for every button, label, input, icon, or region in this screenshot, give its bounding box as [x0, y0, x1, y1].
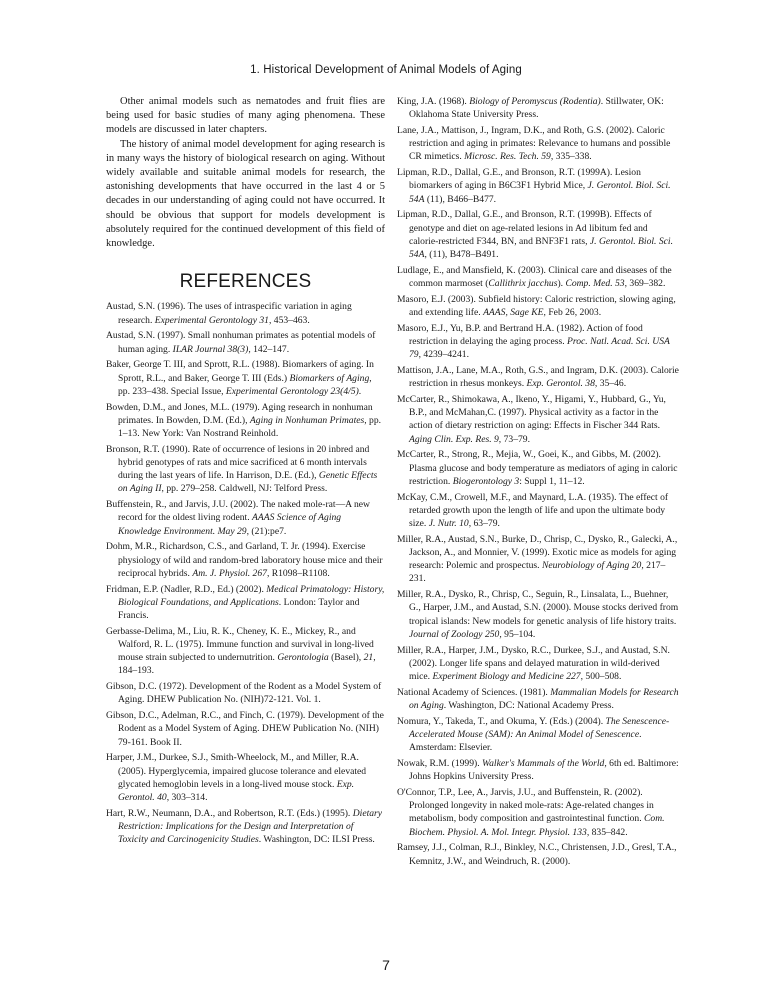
reference-entry — [106, 583, 385, 623]
reference-text-part: , 369–382. — [624, 278, 666, 290]
reference-italic-part: Com. Biochem. Physiol. A. Mol. Integr. Physiol. 133 — [409, 813, 665, 838]
reference-text-part: Austad, S.N. (1996). The uses of intraspecific variation in aging research. — [106, 301, 352, 326]
reference-italic-part: Experimental Gerontology 31 — [154, 314, 269, 326]
reference-text-part: Nowak, R.M. (1999). — [397, 758, 483, 770]
reference-italic-part: J. Gerontol. Biol. Sci. 54A — [409, 235, 673, 261]
intro-paragraph: The history of animal model development for aging research is in many ways the history of biological research on aging. Without widely available and suitable animal models for research, the astonishing developments that have occurred in the last 4 or 5 decades in our understanding of aging could not have occurred. It should be obvious that support for models development is absolutely required for the continued development of this field of knowledge. — [106, 138, 385, 250]
reference-text-part: , 6th ed. Baltimore: Johns Hopkins University Press. — [409, 758, 679, 783]
reference-text-part: , R1098–R1108. — [266, 567, 330, 579]
reference-entry — [106, 401, 385, 441]
reference-entry — [397, 364, 679, 390]
reference-italic-part: Microsc. Res. Tech. 59 — [464, 151, 551, 163]
reference-entry — [106, 680, 385, 706]
reference-entry — [397, 841, 679, 867]
reference-text-part: Dohm, M.R., Richardson, C.S., and Garland, T. Jr. (1994). Exercise physiology of wild and random-bred laboratory house mice and their reciprocal hybrids. — [106, 541, 383, 579]
reference-italic-part: Exp. Gerontol. 38 — [526, 378, 595, 390]
running-head: 1. Historical Development of Animal Models of Aging — [250, 64, 522, 76]
reference-text-part: , Feb 26, 2003. — [543, 307, 602, 319]
reference-italic-part: Neurobiology of Aging 20 — [541, 560, 642, 572]
reference-text-part: , 73–79. — [498, 433, 530, 445]
reference-italic-part: Genetic Effects on Aging II — [118, 470, 378, 495]
reference-text-part: , 63–79. — [468, 518, 500, 530]
reference-text-part: Gibson, D.C. (1972). Development of the Rodent as a Model System of Aging. DHEW Publication No. (NIH)72-121. Vol. 1. — [106, 681, 382, 706]
reference-entry — [397, 293, 679, 319]
reference-text-part: Gerbasse-Delima, M., Liu, R. K., Cheney, K. E., Mickey, R., and Walford, R. L. (1975). Immune function and survival in long-lived mouse strain subjected to undernutrition. — [106, 625, 374, 664]
reference-entry — [397, 533, 679, 586]
reference-text-part: , 4239–4241. — [418, 349, 469, 361]
reference-entry — [106, 709, 385, 749]
reference-entry — [106, 625, 385, 678]
reference-text-part: Miller, R.A., Harper, J.M., Dysko, R.C., Durkee, S.J., and Austad, S.N. (2002). Longer life spans and delayed maturation in wild-derived mice. — [397, 644, 670, 683]
reference-text-part: , (11), B478–B491. — [424, 249, 499, 261]
reference-entry — [397, 208, 679, 261]
reference-italic-part: Experiment Biology and Medicine 227 — [432, 671, 581, 683]
reference-text-part: , 500–508. — [580, 671, 622, 683]
reference-italic-part: Mammalian Models for Research on Aging — [409, 686, 679, 712]
reference-text-part: . Stillwater, OK: Oklahoma State University Press. — [409, 96, 664, 121]
reference-text-part: , 453–463. — [268, 314, 310, 326]
reference-text-part: , pp. 233–438. Special Issue, — [118, 372, 372, 397]
reference-text-part: Nomura, Y., Takeda, T., and Okuma, Y. (Eds.) (2004). — [397, 715, 606, 727]
reference-italic-part: Aging in Nonhuman Primates — [249, 414, 365, 426]
reference-italic-part: Gerontologia — [277, 652, 329, 664]
reference-italic-part: Am. J. Physiol. 267 — [192, 567, 267, 579]
reference-entry — [106, 807, 385, 847]
reference-text-part: McCarter, R., Strong, R., Mejia, W., Goei, K., and Gibbs, M. (2002). Plasma glucose and body temperature as mediators of aging in caloric restriction. — [397, 449, 678, 487]
reference-text-part: Lipman, R.D., Dallal, G.E., and Bronson, R.T. (1999A). Lesion biomarkers of aging in B6C3F1 Hybrid Mice, — [397, 167, 641, 192]
left-column — [106, 95, 385, 849]
reference-text-part: Baker, George T. III, and Sprott, R.L. (1988). Biomarkers of aging. In Sprott, R.L., and Baker, George T. III (Eds.) — [106, 359, 374, 384]
reference-text-part: Mattison, J.A., Lane, M.A., Roth, G.S., and Ingram, D.K. (2003). Calorie restriction in rhesus monkeys. — [397, 365, 679, 390]
reference-text-part: . Amsterdam: Elsevier. — [409, 729, 642, 754]
reference-text-part: McCarter, R., Shimokawa, A., Ikeno, Y., Higami, Y., Hubbard, G., Yu, B.P., and McMahan,C. (1997). Physical activity as a factor in the action of dietary restriction on aging: Effects in Fischer 344 Rats. — [397, 394, 666, 432]
reference-italic-part: Biology of Peromyscus (Rodentia) — [469, 96, 601, 107]
reference-text-part: Harper, J.M., Durkee, S.J., Smith-Wheelock, M., and Miller, R.A. (2005). Hyperglycemia, impaired glucose tolerance and elevated glycated hemoglobin levels in a long-lived mouse stock. — [106, 752, 367, 790]
reference-text-part: , 142–147. — [248, 343, 290, 355]
reference-italic-part: J. Nutr. 10 — [428, 518, 469, 530]
reference-entry — [397, 322, 679, 362]
reference-text-part: : Suppl 1, 11–12. — [519, 475, 585, 487]
reference-text-part: Lipman, R.D., Dallal, G.E., and Bronson, R.T. (1999B). Effects of genotype and diet on age-related lesions in Ad libitum fed and calorie-restricted F344, BN, and BNF3F1 rats, — [397, 209, 652, 247]
reference-text-part: Ludlage, E., and Mansfield, K. (2003). Clinical care and diseases of the common marmoset ( — [397, 264, 672, 290]
reference-entry — [397, 124, 679, 164]
reference-text-part: , pp. 279–258. Caldwell, NJ: Telford Press. — [161, 483, 328, 495]
reference-entry — [397, 166, 679, 206]
reference-entry — [397, 757, 679, 783]
reference-text-part: . — [358, 385, 362, 397]
reference-entry — [106, 498, 385, 538]
reference-entry — [106, 540, 385, 580]
reference-entry — [397, 95, 679, 121]
reference-entry — [106, 358, 385, 398]
reference-text-part: Austad, S.N. (1997). Small nonhuman primates as potential models of human aging. — [106, 330, 376, 355]
reference-text-part: Ramsey, J.J., Colman, R.J., Binkley, N.C., Christensen, J.D., Gresl, T.A., Kemnitz, J.W., and Weindruch, R. (2000). — [397, 842, 677, 867]
page-number: 7 — [382, 957, 390, 973]
reference-entry — [397, 786, 679, 839]
reference-italic-part: Experimental Gerontology 23(4/5) — [225, 385, 359, 397]
intro-text — [106, 95, 385, 251]
reference-text-part: ). — [557, 278, 566, 290]
reference-text-part: , 303–314. — [166, 792, 208, 804]
reference-italic-part: Aging Clin. Exp. Res. 9 — [409, 433, 499, 445]
reference-entry — [106, 300, 385, 326]
reference-text-part: Hart, R.W., Neumann, D.A., and Robertson, R.T. (Eds.) (1995). — [106, 807, 353, 819]
reference-text-part: National Academy of Sciences. (1981). — [397, 686, 551, 698]
reference-text-part: McKay, C.M., Crowell, M.F., and Maynard, L.A. (1935). The effect of retarded growth upon the length of life and upon the ultimate body size. — [397, 491, 669, 530]
reference-text-part: Bowden, D.M., and Jones, M.L. (1979). Aging research in nonhuman primates. In Bowden, D.M. (Ed.), — [106, 401, 373, 426]
reference-entry — [106, 751, 385, 804]
reference-italic-part: Biomarkers of Aging — [289, 372, 370, 384]
reference-italic-part: Biogerontology 3 — [452, 475, 520, 487]
reference-entry — [397, 448, 679, 488]
reference-text-part: Bronson, R.T. (1990). Rate of occurrence of lesions in 20 inbred and hybrid genotypes of rats and mice sacrificed at 6 month intervals during the last years of life. In Harrison, D.E. (Ed.), — [106, 443, 370, 482]
reference-italic-part: Journal of Zoology 250 — [409, 628, 500, 640]
references-heading: REFERENCES — [179, 271, 312, 293]
reference-text-part: Buffenstein, R., and Jarvis, J.U. (2002). The naked mole-rat—A new record for the oldest living rodent. — [106, 499, 370, 524]
reference-text-part: . Washington, DC: National Academy Press. — [443, 700, 614, 712]
reference-italic-part: AAAS, Sage KE — [483, 307, 544, 319]
left-reference-list — [106, 300, 385, 846]
reference-italic-part: Proc. Natl. Acad. Sci. USA 79 — [409, 336, 670, 361]
reference-entry — [397, 491, 679, 531]
reference-text-part: , 835–842. — [586, 826, 628, 838]
reference-text-part: , pp. 1–13. New York: Van Nostrand Reinhold. — [118, 414, 382, 440]
reference-text-part: King, J.A. (1968). — [397, 96, 470, 107]
reference-entry — [397, 393, 679, 446]
reference-entry — [397, 644, 679, 684]
reference-text-part: Miller, R.A., Austad, S.N., Burke, D., Chrisp, C., Dysko, R., Galecki, A., Jackson, A., and Monnier, V. (1999). Exotic mice as models for aging research: Polemic and prospectus. — [397, 533, 678, 572]
reference-italic-part: Exp. Gerontol. 40 — [118, 778, 355, 804]
intro-paragraph: Other animal models such as nematodes and fruit flies are being used for basic studies of many aging phenomena. These models are discussed in later chapters. — [106, 96, 385, 136]
reference-italic-part: Comp. Med. 53 — [565, 278, 625, 290]
reference-text-part: , 217–231. — [409, 560, 666, 585]
reference-text-part: Fridman, E.P. (Nadler, R.D., Ed.) (2002). — [106, 583, 267, 595]
reference-text-part: , 184–193. — [118, 652, 376, 677]
reference-text-part: Lane, J.A., Mattison, J., Ingram, D.K., and Roth, G.S. (2002). Caloric restriction and aging in primates: Relevance to humans and possible CR mimetics. — [397, 125, 671, 163]
reference-text-part: . Washington, DC: ILSI Press. — [258, 834, 375, 846]
reference-italic-part: The Senescence-Accelerated Mouse (SAM): An Animal Model of Senescence — [409, 715, 670, 741]
reference-text-part: Masoro, E.J., Yu, B.P. and Bertrand H.A. (1982). Action of food restriction in delaying the aging process. — [397, 322, 643, 348]
reference-text-part: , (21):pe7. — [246, 525, 287, 537]
reference-italic-part: ILAR Journal 38(3) — [172, 343, 249, 355]
reference-italic-part: 21 — [363, 652, 374, 664]
reference-italic-part: Callithrix jacchus — [488, 278, 558, 290]
right-column — [397, 95, 679, 870]
reference-text-part: (Basel), — [328, 652, 364, 664]
reference-entry — [397, 686, 679, 712]
reference-text-part: , 95–104. — [499, 628, 536, 640]
reference-text-part: , 35–46. — [594, 378, 627, 390]
reference-entry — [106, 329, 385, 355]
reference-entry — [397, 715, 679, 755]
reference-text-part: (11), B466–B477. — [424, 193, 497, 205]
reference-italic-part: Medical Primatology: History, Biological Foundations, and Applications — [118, 583, 385, 608]
reference-text-part: . London: Taylor and Francis. — [118, 596, 360, 622]
reference-text-part: Masoro, E.J. (2003). Subfield history: Caloric restriction, slowing aging, and extending life. — [397, 293, 676, 319]
reference-entry — [397, 264, 679, 290]
reference-text-part: O'Connor, T.P., Lee, A., Jarvis, J.U., and Buffenstein, R. (2002). Prolonged longevity in naked mole-rats: Age-related changes in metabolism, body composition and gastrointestinal function. — [397, 787, 654, 825]
reference-italic-part: Dietary Restriction: Implications for the Design and Interpretation of Toxicity and Carcinogenicity Studies — [118, 807, 383, 846]
reference-entry — [397, 588, 679, 641]
right-reference-list — [397, 95, 679, 868]
reference-text-part: , 335–338. — [550, 151, 592, 163]
reference-text-part: Miller, R.A., Dysko, R., Chrisp, C., Seguin, R., Linsalata, L., Buehner, G., Harper, J.M., and Austad, S.N. (2000). Mouse stocks derived from tropical islands: New models for genetic analysis of life history traits. — [397, 589, 679, 627]
reference-italic-part: Walker's Mammals of the World — [482, 758, 605, 770]
reference-entry — [106, 443, 385, 496]
reference-italic-part: AAAS Science of Aging Knowledge Environment. May 29 — [118, 512, 342, 537]
reference-text-part: Gibson, D.C., Adelman, R.C., and Finch, C. (1979). Development of the Rodent as a Model System of Aging. DHEW Publication No. (NIH) 79-161. Book II. — [106, 710, 384, 748]
reference-italic-part: J. Gerontol. Biol. Sci. 54A — [409, 180, 671, 205]
